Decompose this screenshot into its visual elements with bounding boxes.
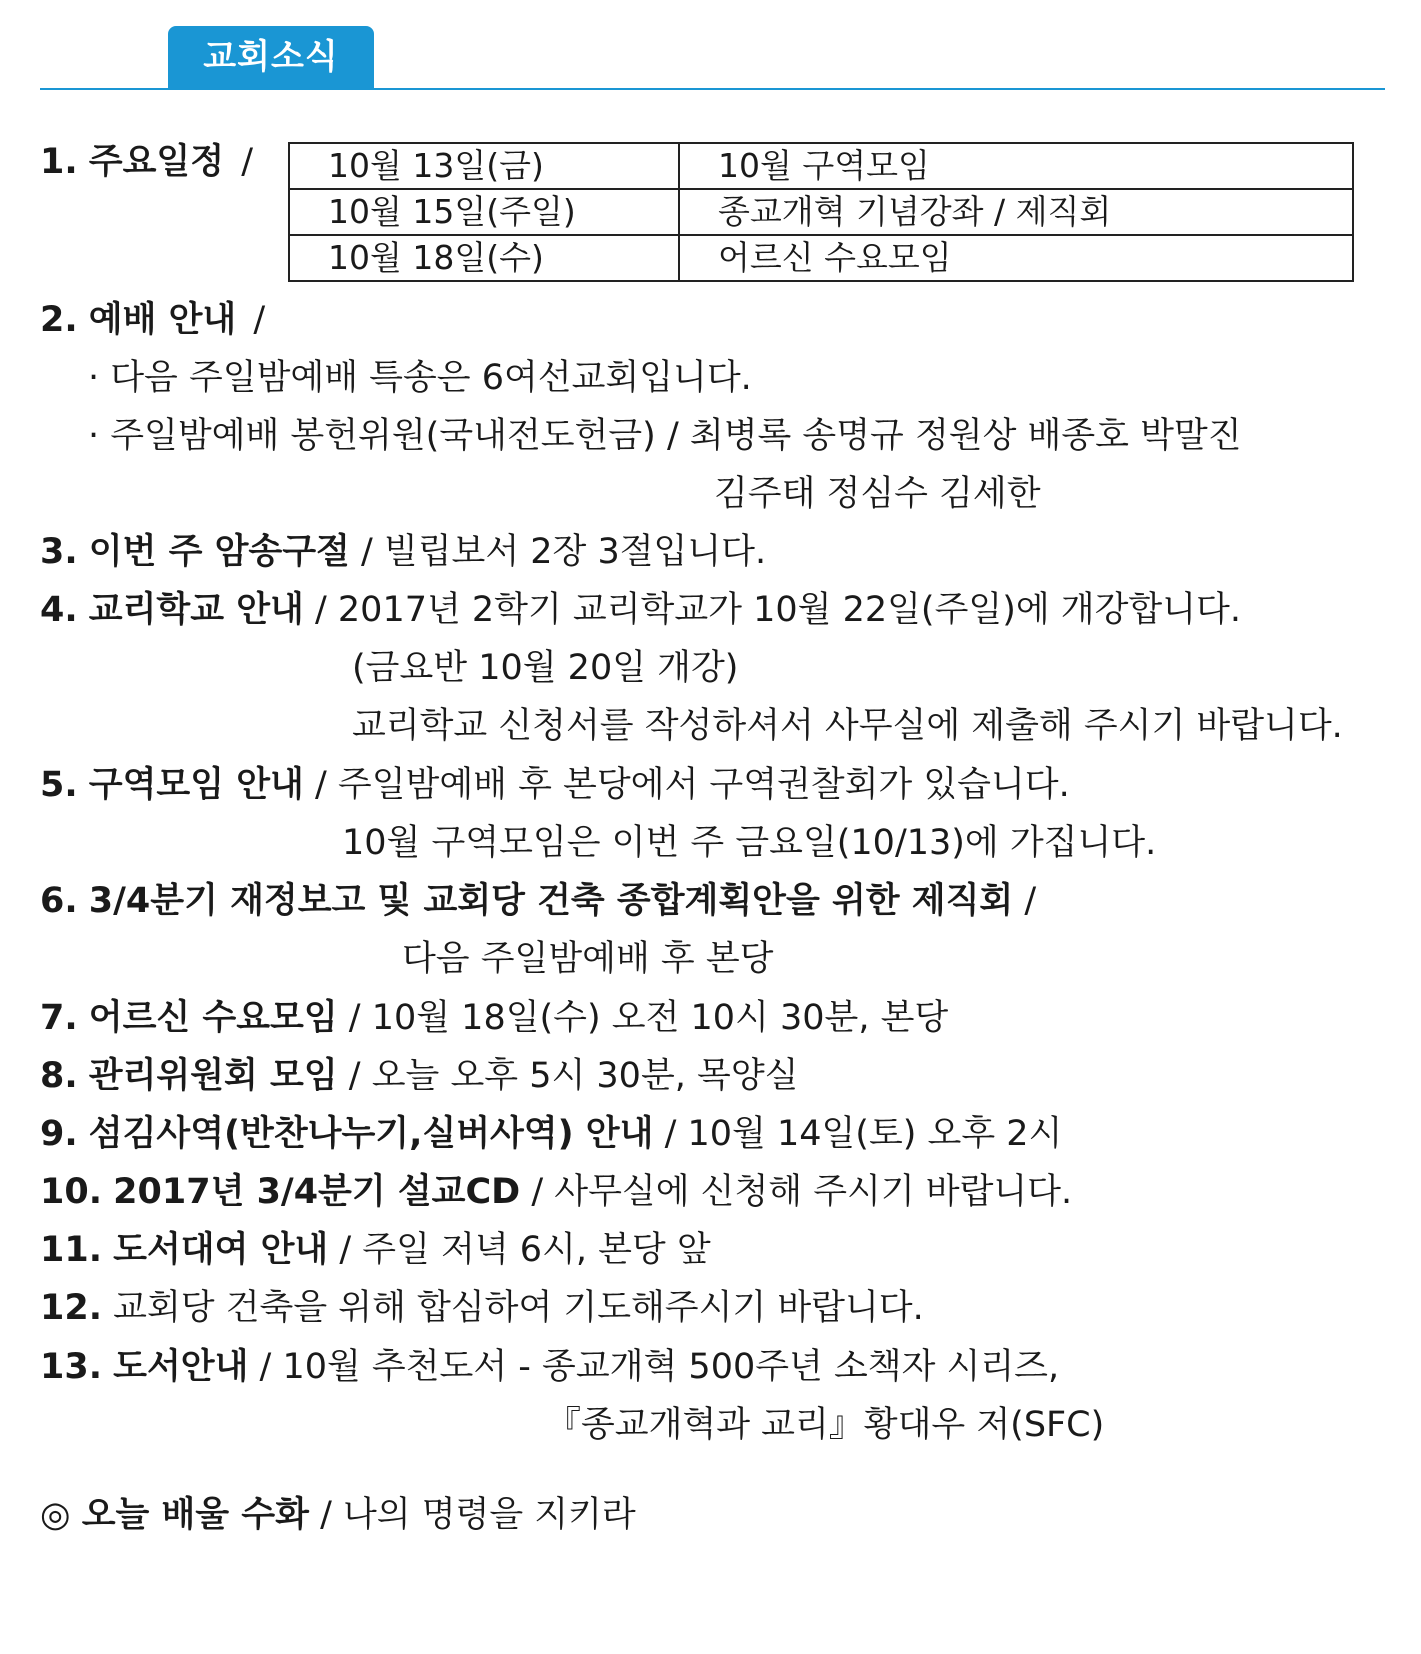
item-text: / 2017년 2학기 교리학교가 10월 22일(주일)에 개강합니다.	[314, 590, 1241, 630]
item-cell-meeting	[40, 760, 1070, 810]
item-title: 3/4분기 재정보고 및 교회당 건축 종합계획안을 위한 제직회	[88, 881, 1014, 921]
item-number: 11.	[40, 1230, 103, 1270]
item-title: 구역모임 안내	[88, 765, 304, 805]
item-sermon-cd	[40, 1167, 1072, 1217]
item-continuation: 『종교개혁과 교리』황대우 저(SFC)	[546, 1405, 1105, 1445]
header-divider	[40, 88, 1385, 90]
item-separator: /	[253, 300, 266, 340]
item-number: 5.	[40, 765, 78, 805]
list-item: · 주일밤예배 봉헌위원(국내전도헌금) / 최병록 송명규 정원상 배종호 박말진	[88, 416, 1242, 456]
item-service-ministry	[40, 1109, 1062, 1159]
item-text: / 주일밤예배 후 본당에서 구역권찰회가 있습니다.	[314, 765, 1070, 805]
schedule-date: 10월 15일(주일)	[289, 189, 679, 235]
table-row	[289, 143, 1353, 189]
item-text: / 나의 명령을 지키라	[320, 1495, 636, 1535]
item-title: 오늘 배울 수화	[81, 1495, 309, 1535]
table-row	[289, 189, 1353, 235]
item-title: 교리학교 안내	[88, 590, 304, 630]
item-schedule	[40, 137, 259, 187]
item-continuation: 다음 주일밤예배 후 본당	[402, 939, 774, 979]
item-continuation: 10월 구역모임은 이번 주 금요일(10/13)에 가집니다.	[342, 823, 1157, 863]
item-seniors-meeting	[40, 993, 948, 1043]
item-number: 6.	[40, 881, 78, 921]
item-title: 도서대여 안내	[113, 1230, 329, 1270]
item-title: 예배 안내	[88, 300, 237, 340]
section-tab-church-news: 교회소식	[168, 26, 374, 89]
item-text: / 10월 18일(수) 오전 10시 30분, 본당	[348, 998, 949, 1038]
item-text: / 사무실에 신청해 주시기 바랍니다.	[531, 1172, 1073, 1212]
item-continuation: (금요반 10월 20일 개강)	[352, 648, 739, 688]
item-text: / 오늘 오후 5시 30분, 목양실	[348, 1056, 799, 1096]
item-number: 1.	[40, 142, 78, 182]
item-title: 관리위원회 모임	[88, 1056, 338, 1096]
item-number: 10.	[40, 1172, 103, 1212]
item-deacons-meeting	[40, 876, 1036, 926]
item-title: 2017년 3/4분기 설교CD	[113, 1172, 521, 1212]
item-title: 섬김사역(반찬나누기,실버사역) 안내	[88, 1114, 654, 1154]
item-number: 3.	[40, 532, 78, 572]
item-doctrine-school	[40, 585, 1241, 635]
item-text: /	[1024, 881, 1037, 921]
item-text: 교회당 건축을 위해 합심하여 기도해주시기 바랍니다.	[113, 1288, 924, 1328]
item-title: 어르신 수요모임	[88, 998, 338, 1038]
item-prayer-request	[40, 1283, 924, 1333]
table-row	[289, 235, 1353, 281]
item-number: 9.	[40, 1114, 78, 1154]
item-number: 2.	[40, 300, 78, 340]
item-text: / 10월 14일(토) 오후 2시	[664, 1114, 1063, 1154]
item-separator: /	[241, 142, 253, 182]
item-continuation: 교리학교 신청서를 작성하셔서 사무실에 제출해 주시기 바랍니다.	[352, 706, 1343, 746]
double-circle-icon: ◎	[40, 1495, 71, 1535]
schedule-date: 10월 18일(수)	[289, 235, 679, 281]
item-worship	[40, 295, 271, 345]
item-sign-language	[40, 1490, 636, 1540]
item-number: 8.	[40, 1056, 78, 1096]
schedule-event: 종교개혁 기념강좌 / 제직회	[679, 189, 1353, 235]
item-title: 도서안내	[113, 1347, 249, 1387]
list-item: · 다음 주일밤예배 특송은 6여선교회입니다.	[88, 358, 752, 398]
schedule-table	[288, 142, 1354, 282]
item-number: 13.	[40, 1347, 103, 1387]
item-book-guide	[40, 1342, 1059, 1392]
schedule-date: 10월 13일(금)	[289, 143, 679, 189]
schedule-event: 어르신 수요모임	[679, 235, 1353, 281]
item-book-rental	[40, 1225, 711, 1275]
item-title: 이번 주 암송구절	[88, 532, 350, 572]
item-number: 4.	[40, 590, 78, 630]
item-number: 12.	[40, 1288, 103, 1328]
item-text: / 10월 추천도서 - 종교개혁 500주년 소책자 시리즈,	[259, 1347, 1060, 1387]
item-text: / 주일 저녁 6시, 본당 앞	[339, 1230, 711, 1270]
item-memory-verse	[40, 527, 766, 577]
list-item-continuation: 김주태 정심수 김세한	[714, 474, 1041, 514]
item-text: / 빌립보서 2장 3절입니다.	[360, 532, 767, 572]
item-title: 주요일정	[88, 142, 225, 182]
schedule-event: 10월 구역모임	[679, 143, 1353, 189]
item-management-meeting	[40, 1051, 798, 1101]
item-number: 7.	[40, 998, 78, 1038]
